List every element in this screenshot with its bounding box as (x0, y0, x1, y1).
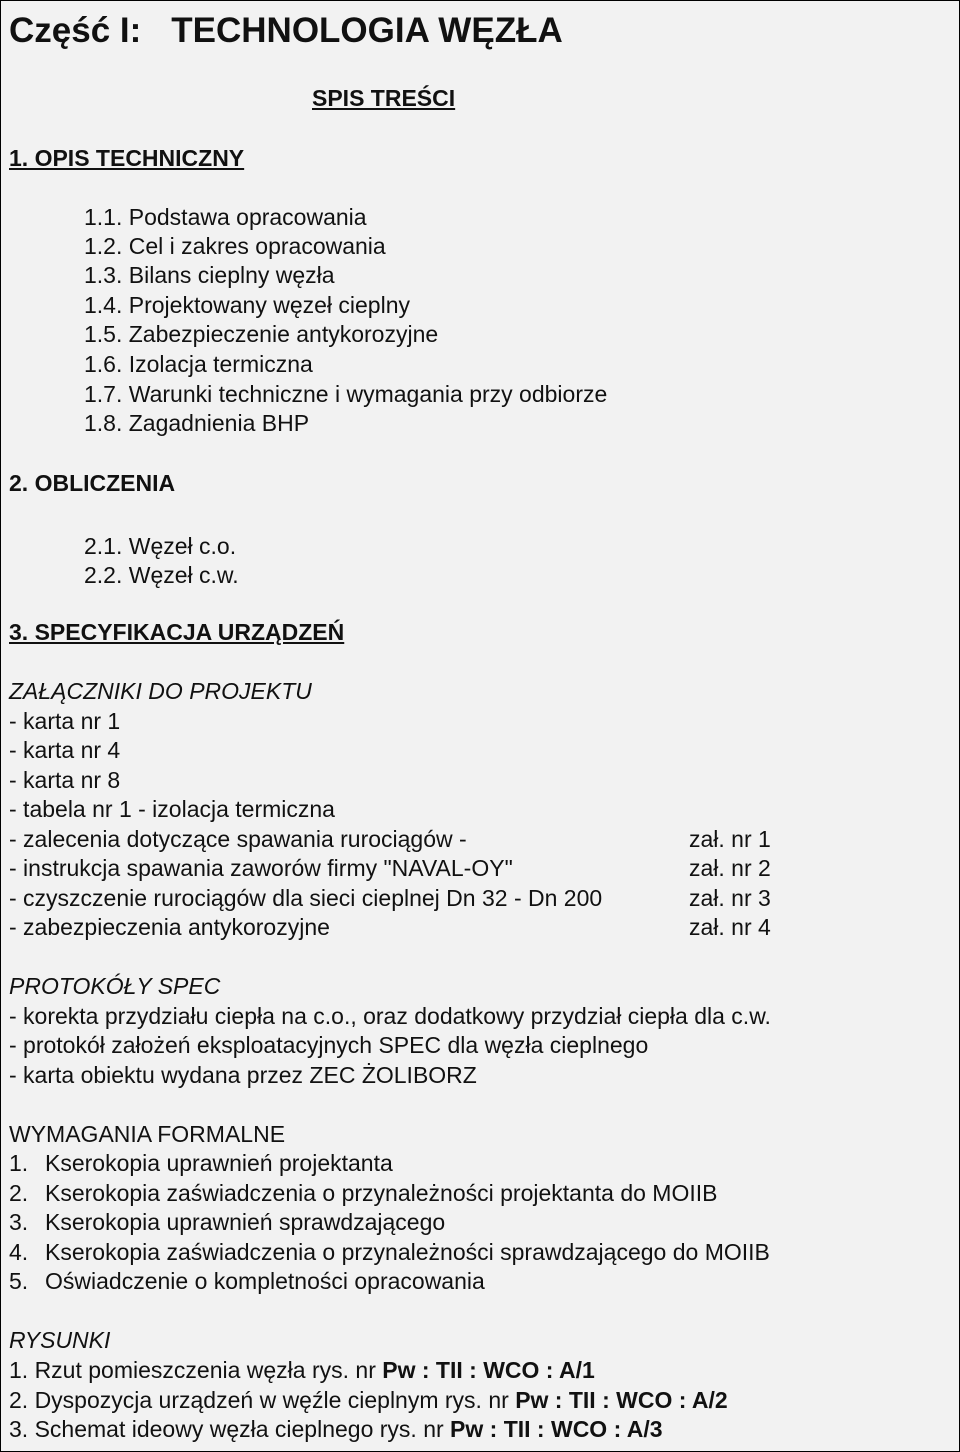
protokol-item: - protokół założeń eksploatacyjnych SPEC dla węzła cieplnego (9, 1032, 649, 1058)
rysunek-code: Pw : TII : WCO : A/3 (450, 1416, 663, 1442)
wymaganie-item (9, 1208, 445, 1237)
rysunek-item (9, 1356, 595, 1385)
toc-item: 2.2. Węzeł c.w. (84, 562, 239, 588)
protokoly-heading: PROTOKÓŁY SPEC (9, 973, 221, 999)
wymaganie-num: 1. (9, 1150, 29, 1176)
page-title (9, 11, 563, 51)
wymaganie-num: 5. (9, 1268, 29, 1294)
zalacznik-item (9, 825, 949, 854)
rysunek-code: Pw : TII : WCO : A/1 (382, 1357, 595, 1383)
wymaganie-text: Kserokopia uprawnień sprawdzającego (45, 1209, 446, 1235)
title-main: TECHNOLOGIA WĘZŁA (171, 11, 563, 50)
zalacznik-item: - karta nr 4 (9, 737, 121, 763)
wymaganie-item (9, 1238, 770, 1267)
protokol-item: - karta obiektu wydana przez ZEC ŻOLIBORZ (9, 1062, 477, 1088)
zalacznik-text: - instrukcja spawania zaworów firmy "NAVAL-OY" (9, 855, 513, 881)
zalacznik-item (9, 913, 949, 942)
section-heading-obliczenia: 2. OBLICZENIA (9, 470, 176, 496)
wymaganie-item (9, 1267, 485, 1296)
zalacznik-item (9, 854, 949, 883)
zalaczniki-heading: ZAŁĄCZNIKI DO PROJEKTU (9, 678, 312, 704)
protokol-item: - korekta przydziału ciepła na c.o., oraz dodatkowy przydział ciepła dla c.w. (9, 1003, 771, 1029)
rysunek-text: 3. Schemat ideowy węzła cieplnego rys. nr (9, 1416, 451, 1442)
toc-item: 1.6. Izolacja termiczna (84, 351, 313, 377)
zalacznik-item: - karta nr 8 (9, 767, 121, 793)
rysunek-code: Pw : TII : WCO : A/2 (515, 1387, 728, 1413)
zalacznik-ref: zał. nr 2 (689, 855, 771, 881)
section-heading-opis: 1. OPIS TECHNICZNY (9, 145, 245, 171)
zalacznik-ref: zał. nr 3 (689, 885, 771, 911)
zalacznik-item: - karta nr 1 (9, 708, 121, 734)
wymaganie-text: Kserokopia uprawnień projektanta (45, 1150, 393, 1176)
rysunek-text: 2. Dyspozycja urządzeń w węźle cieplnym rys. nr (9, 1387, 516, 1413)
toc-heading: SPIS TREŚCI (312, 85, 456, 111)
rysunek-item (9, 1386, 728, 1415)
wymaganie-num: 3. (9, 1209, 29, 1235)
wymaganie-item (9, 1179, 717, 1208)
zalacznik-ref: zał. nr 1 (689, 826, 771, 852)
toc-item: 1.1. Podstawa opracowania (84, 204, 367, 230)
toc-item: 1.4. Projektowany węzeł cieplny (84, 292, 410, 318)
wymaganie-text: Kserokopia zaświadczenia o przynależności projektanta do MOIIB (45, 1180, 718, 1206)
rysunek-text: 1. Rzut pomieszczenia węzła rys. nr (9, 1357, 383, 1383)
zalacznik-ref: zał. nr 4 (689, 914, 771, 940)
wymagania-heading: WYMAGANIA FORMALNE (9, 1121, 286, 1147)
wymaganie-num: 2. (9, 1180, 29, 1206)
wymaganie-text: Oświadczenie o kompletności opracowania (45, 1268, 485, 1294)
rysunek-item (9, 1415, 663, 1444)
wymaganie-num: 4. (9, 1239, 29, 1265)
toc-item: 1.7. Warunki techniczne i wymagania przy odbiorze (84, 381, 608, 407)
toc-item: 2.1. Węzeł c.o. (84, 533, 237, 559)
toc-item: 1.3. Bilans cieplny węzła (84, 262, 335, 288)
rysunki-heading: RYSUNKI (9, 1327, 111, 1353)
toc-item: 1.8. Zagadnienia BHP (84, 410, 310, 436)
wymaganie-item (9, 1149, 393, 1178)
toc-item: 1.2. Cel i zakres opracowania (84, 233, 386, 259)
zalacznik-item (9, 884, 949, 913)
toc-item: 1.5. Zabezpieczenie antykorozyjne (84, 321, 439, 347)
zalacznik-text: - zabezpieczenia antykorozyjne (9, 914, 330, 940)
zalacznik-text: - czyszczenie rurociągów dla sieci cieplnej Dn 32 - Dn 200 (9, 885, 603, 911)
section-heading-specyfikacja: 3. SPECYFIKACJA URZĄDZEŃ (9, 619, 345, 645)
title-part: Część I: (9, 11, 142, 50)
zalacznik-item: - tabela nr 1 - izolacja termiczna (9, 796, 335, 822)
zalacznik-text: - zalecenia dotyczące spawania rurociągów - (9, 826, 467, 852)
wymaganie-text: Kserokopia zaświadczenia o przynależności sprawdzającego do MOIIB (45, 1239, 770, 1265)
